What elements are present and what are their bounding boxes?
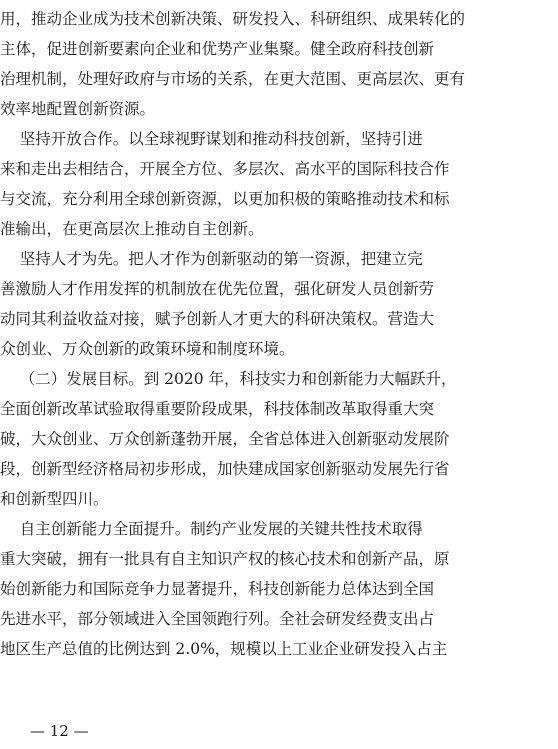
text-line: 众创业、万众创新的政策环境和制度环境。 xyxy=(0,340,295,358)
text-line: 治理机制，处理好政府与市场的关系，在更大范围、更高层次、更有 xyxy=(0,70,466,88)
page-number: — 12 — xyxy=(30,722,89,740)
text-line: 与交流，充分利用全球创新资源，以更加积极的策略推动技术和标 xyxy=(0,190,450,208)
text-line: 和创新型四川。 xyxy=(0,490,109,508)
text-line: 效率地配置创新资源。 xyxy=(0,100,156,118)
text-line: 坚持人才为先。把人才作为创新驱动的第一资源，把建立完 xyxy=(0,250,423,268)
text-line: 善激励人才作用发挥的机制放在优先位置，强化研发人员创新劳 xyxy=(0,280,435,298)
text-line: 坚持开放合作。以全球视野谋划和推动科技创新，坚持引进 xyxy=(0,130,423,148)
text-line: 重大突破，拥有一批具有自主知识产权的核心技术和创新产品，原 xyxy=(0,550,450,568)
text-line: 段，创新型经济格局初步形成，加快建成国家创新驱动发展先行省 xyxy=(0,460,450,478)
text-line: 动同其利益收益对接，赋予创新人才更大的科研决策权。营造大 xyxy=(0,310,435,328)
text-line: 破，大众创业、万众创新蓬勃开展，全省总体进入创新驱动发展阶 xyxy=(0,430,450,448)
text-line: 用，推动企业成为技术创新决策、研发投入、科研组织、成果转化的 xyxy=(0,10,466,28)
text-line: 始创新能力和国际竞争力显著提升，科技创新能力总体达到全国 xyxy=(0,580,435,598)
text-line: 地区生产总值的比例达到 2.0%，规模以上工业企业研发投入占主 xyxy=(0,640,448,658)
text-line: 准输出，在更高层次上推动自主创新。 xyxy=(0,220,264,238)
text-line: 自主创新能力全面提升。制约产业发展的关键共性技术取得 xyxy=(0,520,423,538)
text-line: 全面创新改革试验取得重要阶段成果，科技体制改革取得重大突 xyxy=(0,400,435,418)
text-line: 主体，促进创新要素向企业和优势产业集聚。健全政府科技创新 xyxy=(0,40,435,58)
text-line: 先进水平，部分领域进入全国领跑行列。全社会研发经费支出占 xyxy=(0,610,435,628)
text-line: （二）发展目标。到 2020 年，科技实力和创新能力大幅跃升， xyxy=(0,370,457,388)
text-line: 来和走出去相结合，开展全方位、多层次、高水平的国际科技合作 xyxy=(0,160,450,178)
